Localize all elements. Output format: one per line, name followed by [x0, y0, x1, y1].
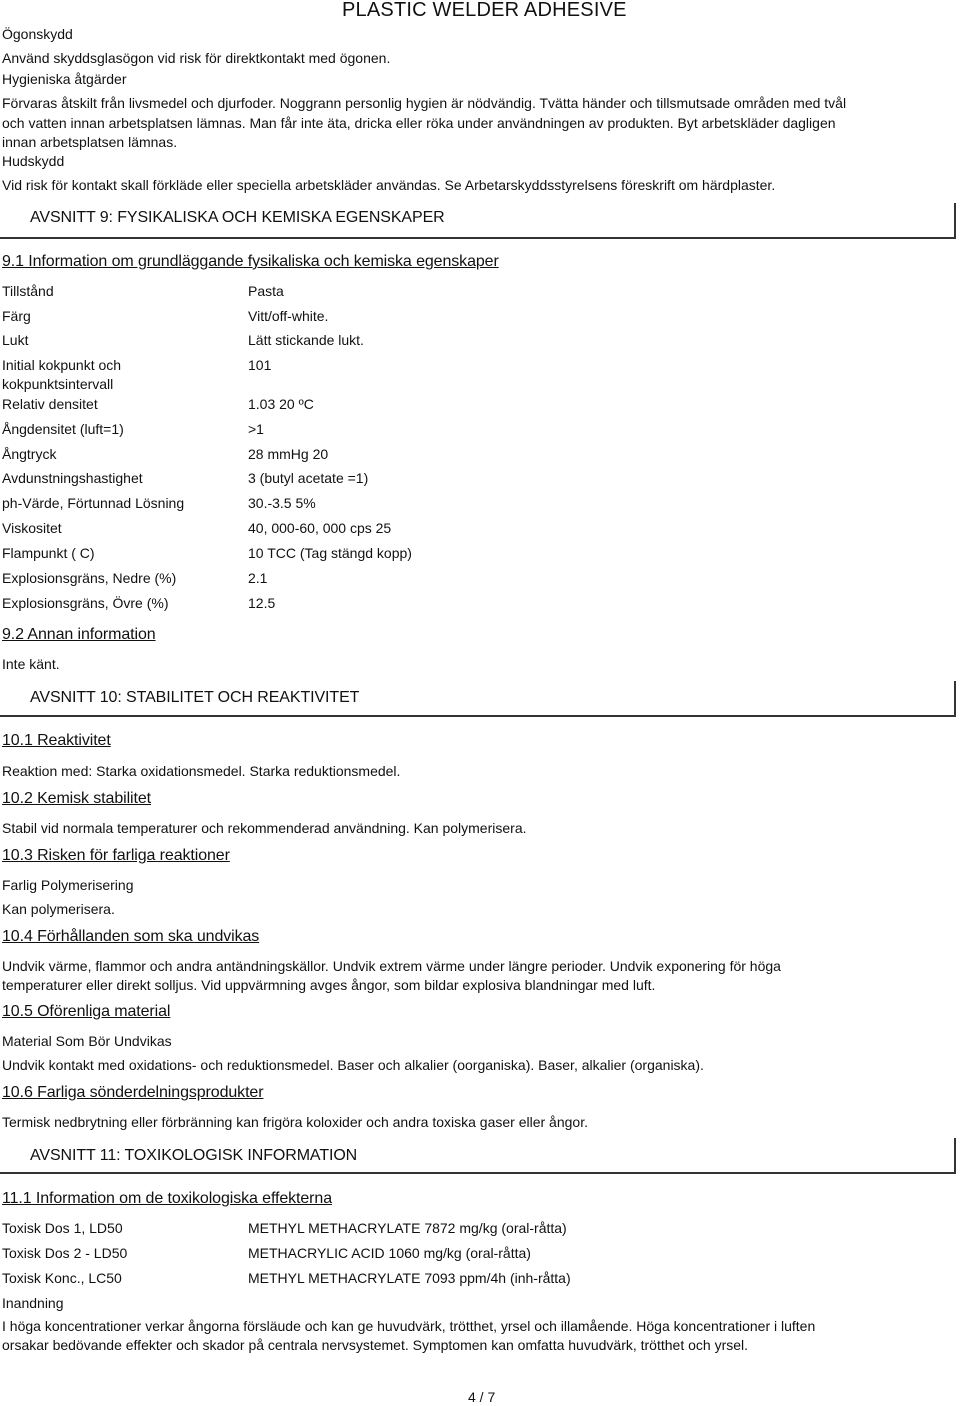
property-label: ph-Värde, Förtunnad Lösning: [2, 495, 185, 511]
property-label: Viskositet: [2, 520, 62, 536]
property-label: Explosionsgräns, Övre (%): [2, 595, 169, 611]
property-label: Explosionsgräns, Nedre (%): [2, 570, 177, 586]
inhalation-line: orsakar bedövande effekter och skador på centrala nervsystemet. Symptomen kan omfatta huvudvärk, trötthet och yrsel.: [2, 1337, 749, 1353]
property-label: Flampunkt ( C): [2, 545, 95, 561]
property-value: 30.-3.5 5%: [248, 495, 316, 511]
inhalation-heading: Inandning: [2, 1295, 64, 1311]
property-label: Ångdensitet (luft=1): [2, 421, 124, 437]
subsection-10-6-title: 10.6 Farliga sönderdelningsprodukter: [2, 1084, 264, 1101]
section-9-title: AVSNITT 9: FYSIKALISKA OCH KEMISKA EGENSKAPER: [30, 209, 445, 226]
property-value: 28 mmHg 20: [248, 446, 329, 462]
hygiene-line: och vatten innan arbetsplatsen lämnas. Man får inte äta, dricka eller röka under användningen av produkten. Byt arbetskläder dagligen: [2, 115, 836, 131]
property-value: Pasta: [248, 283, 284, 299]
property-label: Avdunstningshastighet: [2, 470, 143, 486]
subsection-10-2-title: 10.2 Kemisk stabilitet: [2, 790, 151, 807]
inhalation-line: I höga koncentrationer verkar ångorna försläude och kan ge huvudvärk, trötthet, yrsel och illamående. Höga koncentrationer i luften: [2, 1318, 816, 1334]
toxicology-value: METHYL METHACRYLATE 7093 ppm/4h (inh-råtta): [248, 1270, 571, 1286]
subsection-10-4-title: 10.4 Förhållanden som ska undvikas: [2, 928, 260, 945]
subsection-10-5-title: 10.5 Oförenliga material: [2, 1003, 171, 1020]
property-label-continued: kokpunktsintervall: [2, 376, 114, 392]
stability-text: Stabil vid normala temperaturer och rekommenderad användning. Kan polymerisera.: [2, 820, 527, 836]
toxicology-label: Toxisk Dos 1, LD50: [2, 1220, 123, 1236]
eye-protection-text: Använd skyddsglasögon vid risk för direktkontakt med ögonen.: [2, 50, 391, 66]
hygiene-heading: Hygieniska åtgärder: [2, 71, 127, 87]
hygiene-line: Förvaras åtskilt från livsmedel och djurfoder. Noggrann personlig hygien är nödvändig. Tvätta händer och tillsmutsade områden med tvål: [2, 95, 847, 111]
toxicology-value: METHACRYLIC ACID 1060 mg/kg (oral-råtta): [248, 1245, 531, 1261]
reactivity-text: Reaktion med: Starka oxidationsmedel. Starka reduktionsmedel.: [2, 763, 401, 779]
incompatible-materials-line: Material Som Bör Undvikas: [2, 1033, 172, 1049]
property-value: Lätt stickande lukt.: [248, 332, 364, 348]
hygiene-line: innan arbetsplatsen lämnas.: [2, 134, 178, 150]
subsection-10-3-title: 10.3 Risken för farliga reaktioner: [2, 847, 230, 864]
document-title: PLASTIC WELDER ADHESIVE: [342, 0, 627, 21]
other-information-text: Inte känt.: [2, 656, 60, 672]
property-value: 10 TCC (Tag stängd kopp): [248, 545, 412, 561]
decomposition-products-text: Termisk nedbrytning eller förbränning kan frigöra koloxider och andra toxiska gaser eller ångor.: [2, 1114, 588, 1130]
property-value: 101: [248, 357, 272, 373]
property-value: 3 (butyl acetate =1): [248, 470, 369, 486]
property-value: 2.1: [248, 570, 268, 586]
subsection-9-2-title: 9.2 Annan information: [2, 626, 156, 643]
property-label: Tillstånd: [2, 283, 54, 299]
property-value: 12.5: [248, 595, 276, 611]
toxicology-label: Toxisk Konc., LC50: [2, 1270, 122, 1286]
property-label: Ångtryck: [2, 446, 57, 462]
hazardous-reactions-line: Farlig Polymerisering: [2, 877, 134, 893]
incompatible-materials-line: Undvik kontakt med oxidations- och reduktionsmedel. Baser och alkalier (oorganiska). Baser, alkalier (organiska).: [2, 1057, 704, 1073]
conditions-to-avoid-line: temperaturer eller direkt solljus. Vid uppvärmning avges ångor, som bildar explosiva blandningar med luft.: [2, 977, 656, 993]
subsection-11-1-title: 11.1 Information om de toxikologiska effekterna: [2, 1190, 333, 1207]
property-label: Initial kokpunkt och: [2, 357, 122, 373]
property-value: 40, 000-60, 000 cps 25: [248, 520, 392, 536]
toxicology-value: METHYL METHACRYLATE 7872 mg/kg (oral-råtta): [248, 1220, 567, 1236]
conditions-to-avoid-line: Undvik värme, flammor och andra antändningskällor. Undvik extrem värme under längre perioder. Undvik exponering för höga: [2, 958, 781, 974]
hazardous-reactions-line: Kan polymerisera.: [2, 901, 115, 917]
property-value: >1: [248, 421, 264, 437]
page-number: 4 / 7: [468, 1389, 496, 1405]
property-value: 1.03 20 ºC: [248, 396, 314, 412]
eye-protection-heading: Ögonskydd: [2, 26, 73, 42]
subsection-10-1-title: 10.1 Reaktivitet: [2, 732, 111, 749]
property-label: Färg: [2, 308, 31, 324]
subsection-9-1-title: 9.1 Information om grundläggande fysikaliska och kemiska egenskaper: [2, 253, 499, 270]
property-value: Vitt/off-white.: [248, 308, 329, 324]
skin-protection-text: Vid risk för kontakt skall förkläde eller speciella arbetskläder användas. Se Arbetarskyddsstyrelsens föreskrift om härdplaster.: [2, 177, 776, 193]
property-label: Lukt: [2, 332, 29, 348]
section-11-title: AVSNITT 11: TOXIKOLOGISK INFORMATION: [30, 1147, 358, 1164]
toxicology-label: Toxisk Dos 2 - LD50: [2, 1245, 128, 1261]
property-label: Relativ densitet: [2, 396, 98, 412]
skin-protection-heading: Hudskydd: [2, 153, 65, 169]
section-10-title: AVSNITT 10: STABILITET OCH REAKTIVITET: [30, 689, 360, 706]
